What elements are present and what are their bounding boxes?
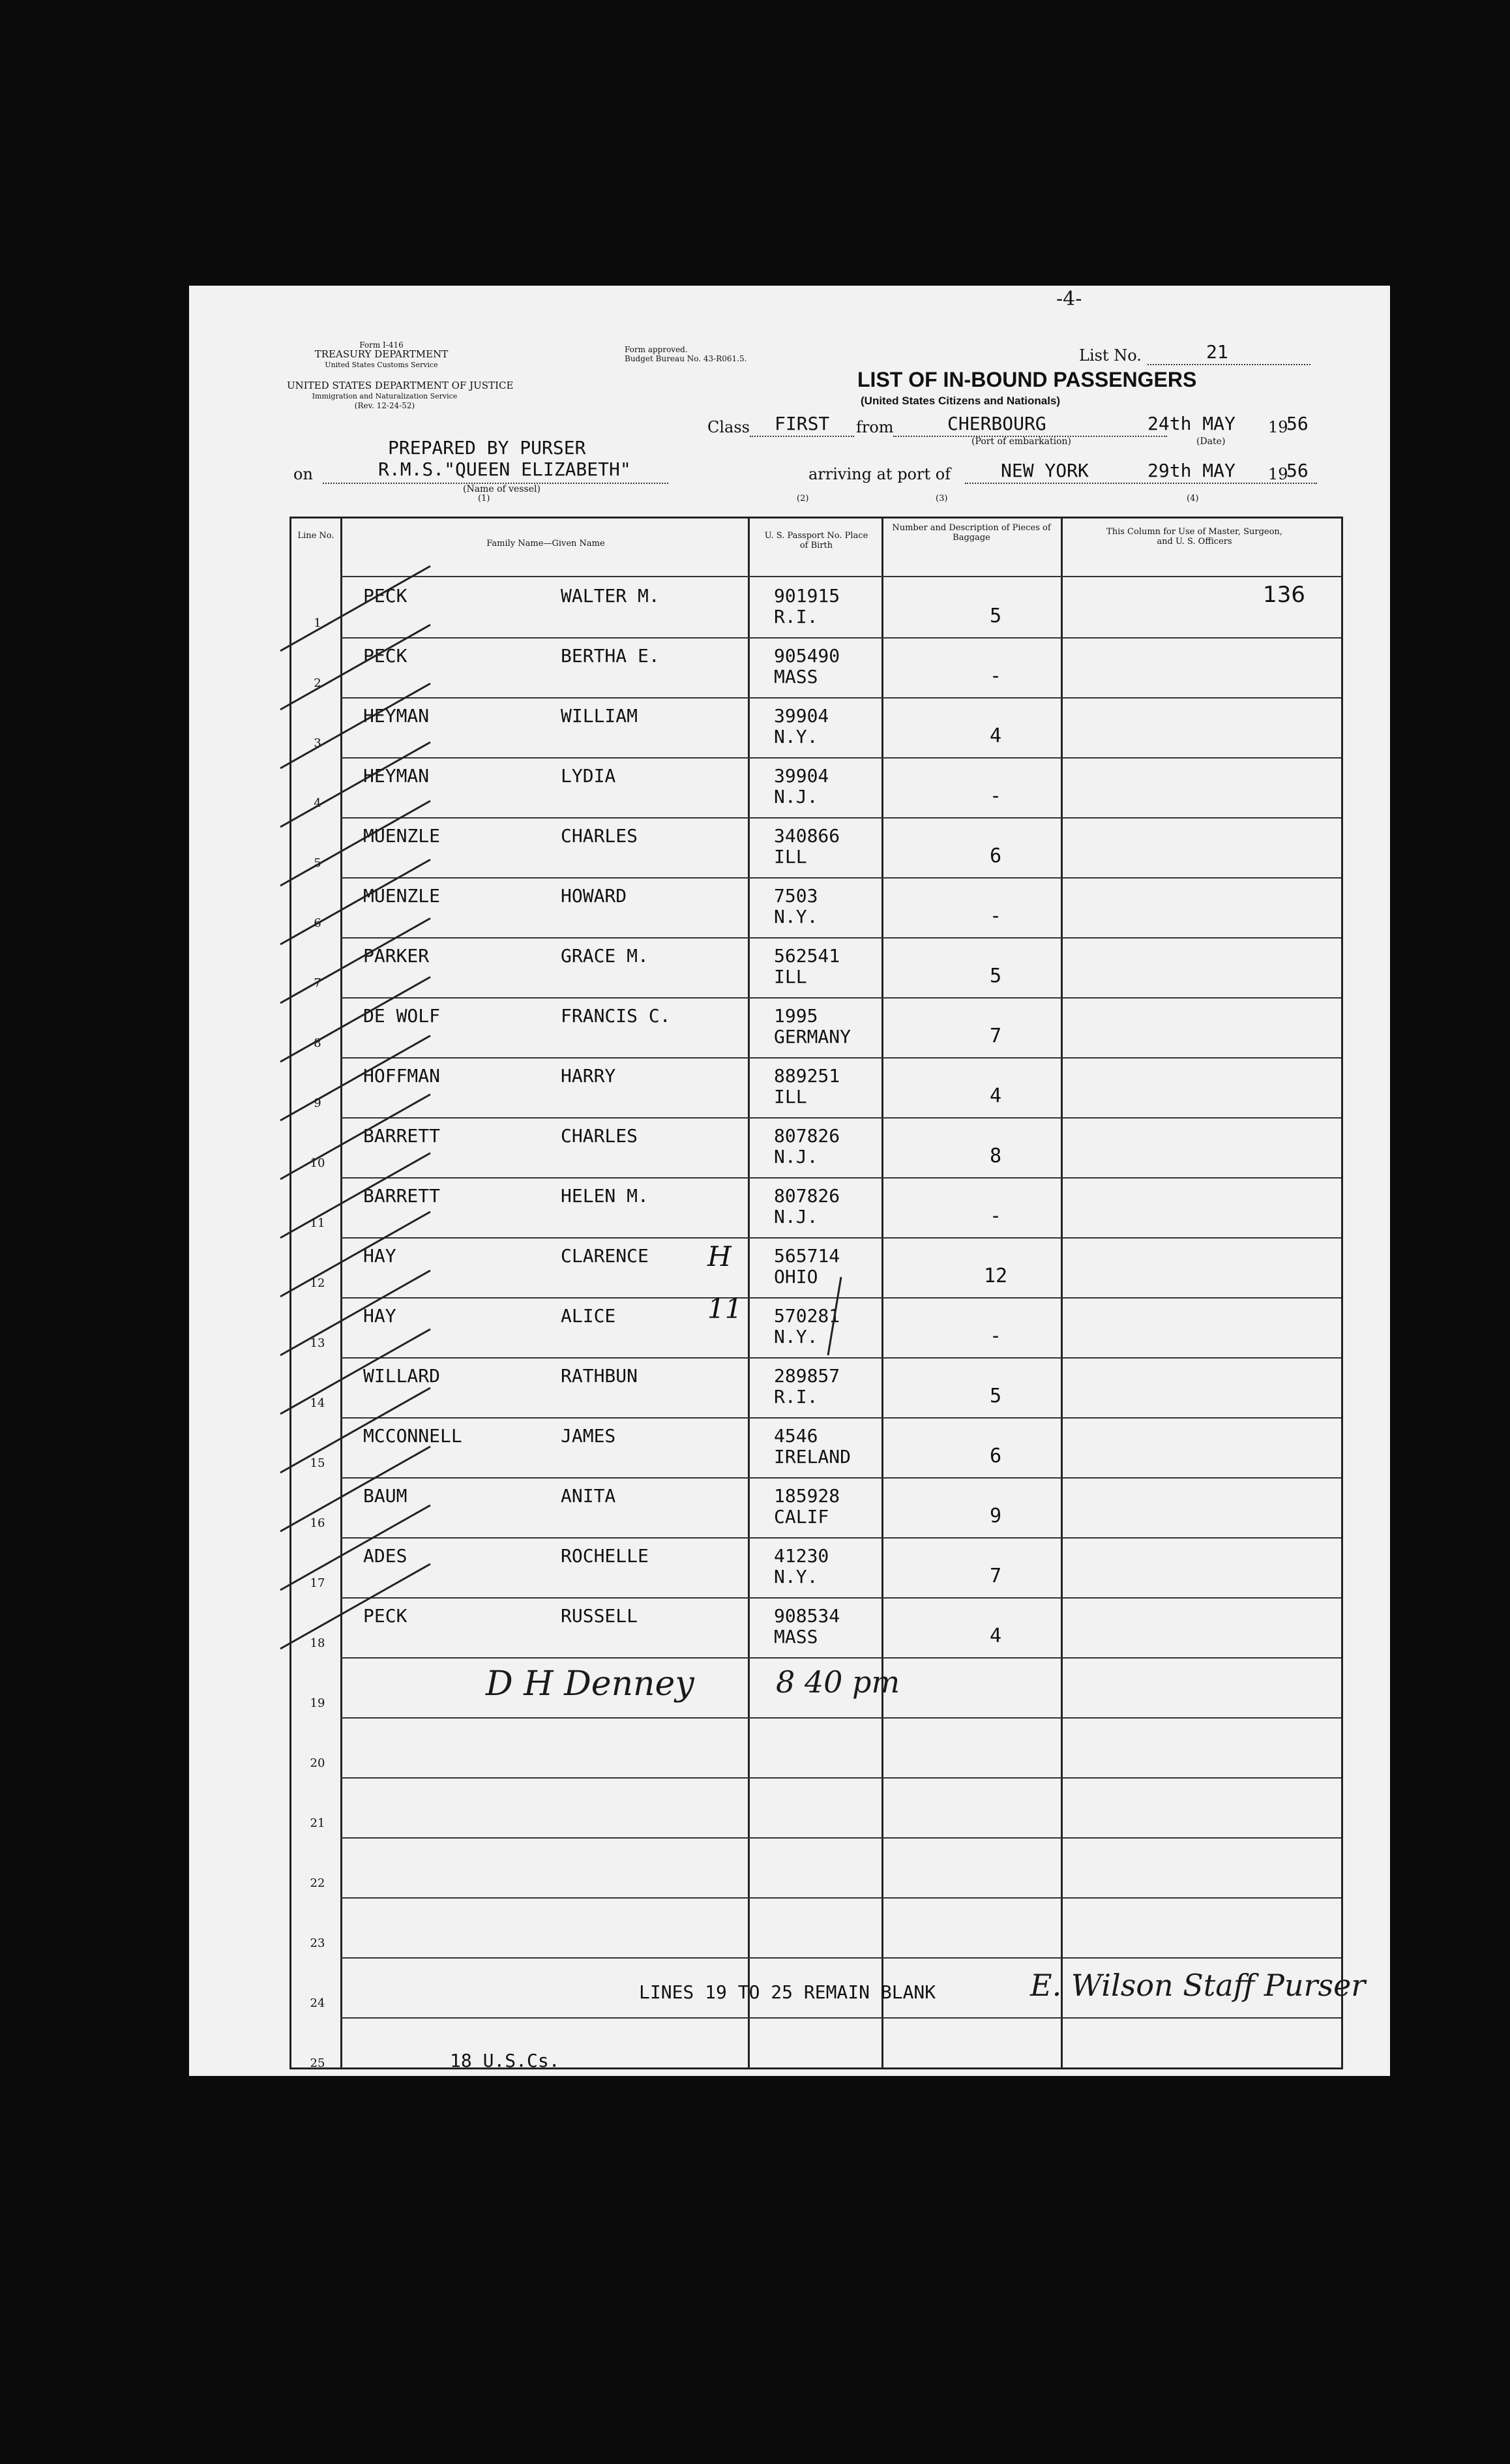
baggage-count: 4 [989, 1625, 1002, 1647]
line-number: 12 [310, 1276, 325, 1290]
baggage-count: 8 [989, 1145, 1002, 1167]
family-name: BAUM [363, 1485, 407, 1507]
arrival-port: NEW YORK [1001, 460, 1089, 481]
class-value: FIRST [775, 413, 830, 434]
place-of-birth: ILL [774, 966, 807, 987]
given-name: CHARLES [561, 1125, 638, 1147]
inspector-signature: D H Denney [486, 1664, 694, 1704]
baggage-count: 5 [989, 1385, 1002, 1407]
passport-number: 908534 [774, 1605, 840, 1627]
embarkation-year: 56 [1286, 413, 1309, 434]
given-name: CHARLES [561, 825, 638, 847]
form-approved: Form approved. [625, 345, 688, 354]
line-number: 2 [314, 676, 321, 690]
line-number: 19 [310, 1696, 325, 1710]
line-number: 15 [310, 1456, 325, 1470]
family-name: HAY [363, 1305, 396, 1327]
col-line-no: Line No. [297, 531, 334, 541]
inspection-time: 8 40 pm [776, 1664, 900, 1700]
place-of-birth: N.Y. [774, 906, 818, 927]
given-name: RATHBUN [561, 1365, 638, 1387]
given-name: BERTHA E. [561, 645, 660, 667]
passport-number: 889251 [774, 1065, 840, 1087]
passport-number: 185928 [774, 1485, 840, 1507]
passport-number: 7503 [774, 885, 818, 907]
baggage-count: 4 [989, 1085, 1002, 1107]
place-of-birth: R.I. [774, 606, 818, 627]
caption-4: (4) [1187, 494, 1199, 503]
passport-number: 39904 [774, 705, 829, 727]
page-subtitle: (United States Citizens and Nationals) [861, 395, 1061, 407]
hay-bracket [828, 1277, 841, 1355]
family-name: PECK [363, 1605, 407, 1627]
line-number: 17 [310, 1576, 325, 1590]
line-number: 13 [310, 1336, 325, 1350]
place-of-birth: N.Y. [774, 1566, 818, 1587]
place-of-birth: N.Y. [774, 726, 818, 747]
customs-service: United States Customs Service [325, 361, 438, 369]
baggage-count: 6 [989, 1445, 1002, 1467]
family-name: PECK [363, 585, 407, 607]
col-passport: U. S. Passport No. Place of Birth [764, 531, 868, 550]
caption-3: (3) [936, 494, 948, 503]
passport-number: 562541 [774, 945, 840, 967]
arrival-year: 56 [1286, 460, 1309, 481]
year-prefix: 19 [1268, 418, 1288, 436]
family-name: MUENZLE [363, 825, 441, 847]
passport-number: 565714 [774, 1245, 840, 1267]
given-name: HOWARD [561, 885, 627, 907]
embarkation-date: 24th MAY [1147, 413, 1236, 434]
baggage-count: 5 [989, 605, 1002, 627]
checkmarks [280, 566, 841, 1649]
col-baggage: Number and Description of Pieces of Baggage [892, 523, 1051, 543]
line-number: 3 [314, 736, 321, 750]
officer-note: 136 [1263, 582, 1305, 608]
vessel-name: R.M.S."QUEEN ELIZABETH" [378, 458, 631, 480]
passport-number: 39904 [774, 765, 829, 787]
given-name: CLARENCE [561, 1245, 649, 1267]
handwriting-layer [189, 286, 1390, 2076]
caption-1: (1) [478, 494, 490, 503]
baggage-count: 7 [989, 1565, 1002, 1587]
class-label: Class [707, 418, 750, 436]
passport-number: 901915 [774, 585, 840, 607]
baggage-count: - [989, 905, 1002, 927]
given-name: ANITA [561, 1485, 616, 1507]
ins-service: Immigration and Naturalization Service [312, 392, 458, 400]
given-name: ALICE [561, 1305, 616, 1327]
family-name: PARKER [363, 945, 430, 967]
line-number: 23 [310, 1936, 325, 1950]
passport-number: 905490 [774, 645, 840, 667]
given-name: GRACE M. [561, 945, 649, 967]
baggage-count: 4 [989, 725, 1002, 747]
line-number: 5 [314, 856, 321, 870]
place-of-birth: IRELAND [774, 1446, 851, 1467]
top-mark: -4- [1056, 288, 1082, 310]
caption-2: (2) [797, 494, 809, 503]
family-name: HEYMAN [363, 705, 430, 727]
passport-number: 1995 [774, 1005, 818, 1027]
port-of-embarkation: CHERBOURG [947, 413, 1046, 434]
list-number: 21 [1206, 341, 1228, 363]
place-of-birth: N.J. [774, 1146, 818, 1167]
page-title: LIST OF IN-BOUND PASSENGERS [857, 368, 1197, 391]
line-number: 21 [310, 1816, 325, 1830]
line-number: 22 [310, 1876, 325, 1890]
line-number: 1 [314, 616, 321, 630]
line-number: 8 [314, 1036, 321, 1050]
passport-number: 4546 [774, 1425, 818, 1447]
col-name: Family Name—Given Name [486, 539, 605, 548]
col-officers: This Column for Use of Master, Surgeon, and U. S. Officers [1106, 527, 1282, 547]
hay-mark-2: 11 [707, 1293, 743, 1325]
line-number: 7 [314, 976, 321, 990]
place-of-birth: N.J. [774, 786, 818, 807]
baggage-count: 9 [989, 1505, 1002, 1527]
baggage-count: - [989, 1325, 1002, 1347]
family-name: HAY [363, 1245, 396, 1267]
place-of-birth: ILL [774, 846, 807, 867]
passport-number: 340866 [774, 825, 840, 847]
given-name: LYDIA [561, 765, 616, 787]
budget-bureau: Budget Bureau No. 43-R061.5. [625, 354, 747, 363]
family-name: HOFFMAN [363, 1065, 441, 1087]
passport-number: 570281 [774, 1305, 840, 1327]
given-name: WALTER M. [561, 585, 660, 607]
line-number: 6 [314, 916, 321, 930]
justice-dept: UNITED STATES DEPARTMENT OF JUSTICE [287, 380, 514, 391]
given-name: ROCHELLE [561, 1545, 649, 1567]
place-of-birth: N.Y. [774, 1326, 818, 1347]
baggage-count: 5 [989, 965, 1002, 987]
place-of-birth: MASS [774, 1626, 818, 1647]
form-number: Form I-416 [359, 340, 404, 350]
prepared-by: PREPARED BY PURSER [388, 437, 586, 458]
place-of-birth: MASS [774, 666, 818, 687]
family-name: WILLARD [363, 1365, 441, 1387]
purser-signature: E. Wilson Staff Purser [1030, 1968, 1366, 2003]
line-number: 25 [310, 2056, 325, 2070]
family-name: MCCONNELL [363, 1425, 462, 1447]
passport-number: 807826 [774, 1125, 840, 1147]
line-number: 9 [314, 1096, 321, 1110]
place-of-birth: N.J. [774, 1206, 818, 1227]
given-name: HARRY [561, 1065, 616, 1087]
place-of-birth: OHIO [774, 1266, 818, 1287]
line-number: 11 [310, 1216, 325, 1230]
baggage-count: - [989, 1205, 1002, 1227]
treasury-dept: TREASURY DEPARTMENT [314, 348, 449, 360]
remain-blank-note: LINES 19 TO 25 REMAIN BLANK [639, 1981, 936, 2003]
family-name: BARRETT [363, 1185, 441, 1207]
on-label: on [293, 465, 313, 483]
line-number: 20 [310, 1756, 325, 1770]
arrival-date: 29th MAY [1147, 460, 1236, 481]
line-number: 14 [310, 1396, 325, 1410]
passport-number: 289857 [774, 1365, 840, 1387]
place-of-birth: GERMANY [774, 1026, 851, 1047]
family-name: BARRETT [363, 1125, 441, 1147]
family-name: PECK [363, 645, 407, 667]
line-number: 4 [314, 796, 321, 810]
given-name: HELEN M. [561, 1185, 649, 1207]
hay-mark: H [707, 1240, 732, 1272]
citizen-count: 18 U.S.Cs. [450, 2050, 560, 2071]
list-no-label: List No. [1079, 346, 1142, 365]
given-name: WILLIAM [561, 705, 638, 727]
family-name: HEYMAN [363, 765, 430, 787]
family-name: ADES [363, 1545, 407, 1567]
line-number: 16 [310, 1516, 325, 1530]
baggage-count: 7 [989, 1025, 1002, 1047]
baggage-count: 12 [983, 1265, 1008, 1287]
arrival-year-prefix: 19 [1268, 465, 1288, 483]
line-number: 10 [310, 1156, 325, 1170]
place-of-birth: CALIF [774, 1506, 829, 1527]
family-name: DE WOLF [363, 1005, 441, 1027]
passport-number: 41230 [774, 1545, 829, 1567]
from-label: from [856, 418, 894, 436]
baggage-count: - [989, 665, 1002, 687]
given-name: FRANCIS C. [561, 1005, 671, 1027]
family-name: MUENZLE [363, 885, 441, 907]
passenger-manifest-page [189, 286, 1390, 2076]
revision-date: (Rev. 12-24-52) [354, 401, 415, 410]
baggage-count: - [989, 785, 1002, 807]
line-number: 18 [310, 1636, 325, 1650]
given-name: JAMES [561, 1425, 616, 1447]
port-caption: (Port of embarkation) [971, 436, 1071, 447]
date-caption: (Date) [1196, 436, 1226, 447]
line-number: 24 [310, 1996, 325, 2010]
passport-number: 807826 [774, 1185, 840, 1207]
baggage-count: 6 [989, 845, 1002, 867]
given-name: RUSSELL [561, 1605, 638, 1627]
arriving-label: arriving at port of [808, 465, 951, 483]
place-of-birth: ILL [774, 1086, 807, 1107]
vessel-caption: (Name of vessel) [463, 484, 540, 494]
place-of-birth: R.I. [774, 1386, 818, 1407]
